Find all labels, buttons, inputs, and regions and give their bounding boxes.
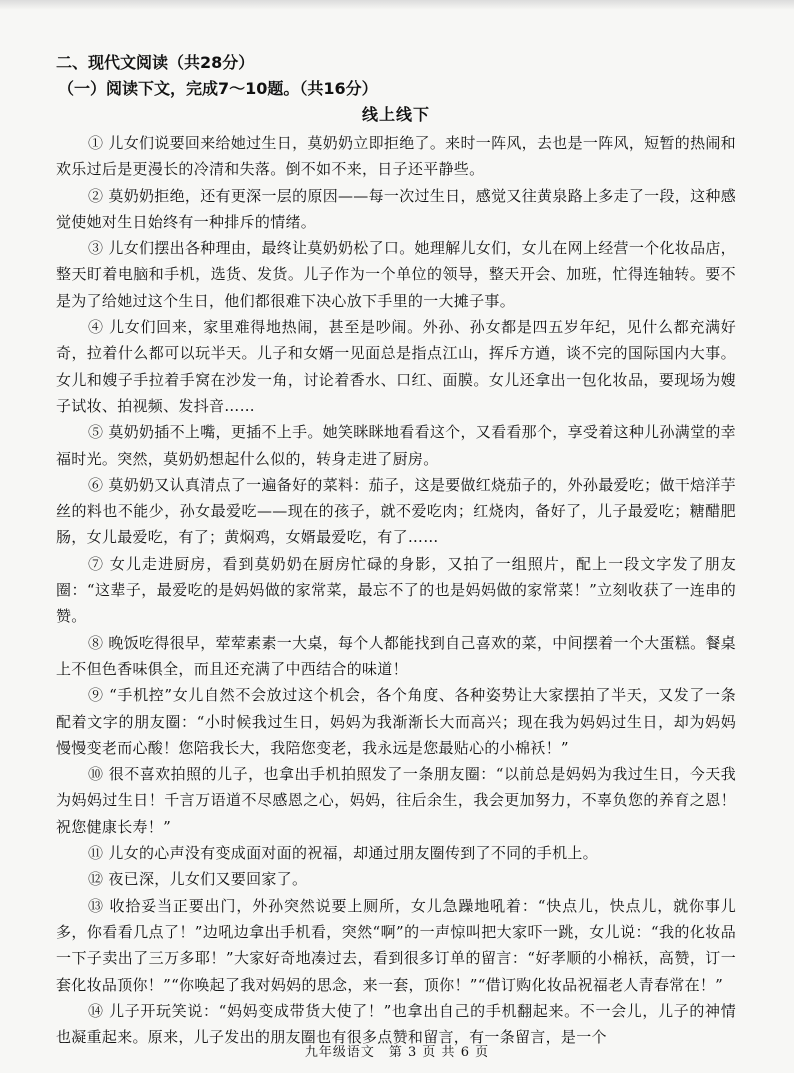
paragraph-14: ⑭ 儿子开玩笑说：“妈妈变成带货大使了！”也拿出自己的手机翻起来。不一会儿，儿子的神情也凝重起来。原来，儿子发出的朋友圈也有很多点赞和留言，有一条留言，是一个 [56,1001,736,1047]
question-group-title: （一）阅读下文，完成7～10题。（共16分） [58,79,378,98]
paragraph-12: ⑫ 夜已深，儿女们又要回家了。 [88,870,308,889]
article-title: 线上线下 [361,105,430,124]
page-footer: 九年级语文 第 3 页 共 6 页 [304,1045,490,1060]
paragraph-7: ⑦ 女儿走进厨房，看到莫奶奶在厨房忙碌的身影，又拍了一组照片，配上一段文字发了朋友圈：“这辈子，最爱吃的是妈妈做的家常菜，最忘不了的也是妈妈做的家常菜！”立刻收获了一连串的赞。 [56,554,736,626]
paragraph-6: ⑥ 莫奶奶又认真清点了一遍备好的菜料：茄子，这是要做红烧茄子的，外孙最爱吃；做干焙洋芋丝的料也不能少，孙女最爱吃——现在的孩子，就不爱吃肉；红烧肉，备好了，儿子最爱吃；糖醋肥肠，女儿最爱吃，有了；黄焖鸡，女婿最爱吃，有了…… [56,475,736,547]
paragraph-11: ⑪ 儿女的心声没有变成面对面的祝福，却通过朋友圈传到了不同的手机上。 [88,844,598,863]
paragraph-4: ④ 儿女们回来，家里难得地热闹，甚至是吵闹。外孙、孙女都是四五岁年纪，见什么都充满好奇，拉着什么都可以玩半天。儿子和女婿一见面总是指点江山，挥斥方遒，谈不完的国际国内大事。女儿和嫂子手拉着手窝在沙发一角，讨论着香水、口红、面膜。女儿还拿出一包化妆品，要现场为嫂子试妆、拍视频、发抖音…… [56,318,736,415]
exam-page [56,50,736,1050]
paragraph-2: ② 莫奶奶拒绝，还有更深一层的原因——每一次过生日，感觉又往黄泉路上多走了一段，这种感觉使她对生日始终有一种排斥的情绪。 [56,186,736,231]
scan-top-edge [0,0,794,10]
section-title: 二、现代文阅读（共28分） [56,53,255,72]
paragraph-1: ① 儿女们说要回来给她过生日，莫奶奶立即拒绝了。来时一阵风，去也是一阵风，短暂的热闹和欢乐过后是更漫长的冷清和失落。倒不如不来，日子还平静些。 [56,134,736,179]
paragraph-9: ⑨ “手机控”女儿自然不会放过这个机会，各个角度、各种姿势让大家摆拍了半天，又发了一条配着文字的朋友圈：“小时候我过生日，妈妈为我渐渐长大而高兴；现在我为妈妈过生日，却为妈妈慢慢变老而心酸！您陪我长大，我陪您变老，我永远是您最贴心的小棉袄！” [56,686,736,757]
paragraph-13: ⑬ 收拾妥当正要出门，外孙突然说要上厕所，女儿急躁地吼着：“快点儿，快点儿，就你事儿多，你看看几点了！”边吼边拿出手机看，突然“啊”的一声惊叫把大家吓一跳，女儿说：“我的化妆品一下子卖出了三万多耶！”大家好奇地凑过去，看到很多订单的留言：“好孝顺的小棉袄，高赞，订一套化妆品顶你！”“你唤起了我对妈妈的思念，来一套，顶你！”“借订购化妆品祝福老人青春常在！” [56,896,736,994]
paragraph-10: ⑩ 很不喜欢拍照的儿子，也拿出手机拍照发了一条朋友圈：“以前总是妈妈为我过生日，今天我为妈妈过生日！千言万语道不尽感恩之心，妈妈，往后余生，我会更加努力，不辜负您的养育之恩！祝您健康长寿！” [56,765,736,836]
article-body [56,130,736,1050]
paragraph-3: ③ 儿女们摆出各种理由，最终让莫奶奶松了口。她理解儿女们，女儿在网上经营一个化妆品店，整天盯着电脑和手机，选货、发货。儿子作为一个单位的领导，整天开会、加班，忙得连轴转。要不是为了给她过这个生日，他们都很难下决心放下手里的一大摊子事。 [56,239,736,310]
paragraph-5: ⑤ 莫奶奶插不上嘴，更插不上手。她笑眯眯地看看这个，又看看那个，享受着这种儿孙满堂的幸福时光。突然，莫奶奶想起什么似的，转身走进了厨房。 [56,423,736,468]
paragraph-8: ⑧ 晚饭吃得很早，荤荤素素一大桌，每个人都能找到自己喜欢的菜，中间摆着一个大蛋糕。餐桌上不但色香味俱全，而且还充满了中西结合的味道！ [56,633,736,678]
